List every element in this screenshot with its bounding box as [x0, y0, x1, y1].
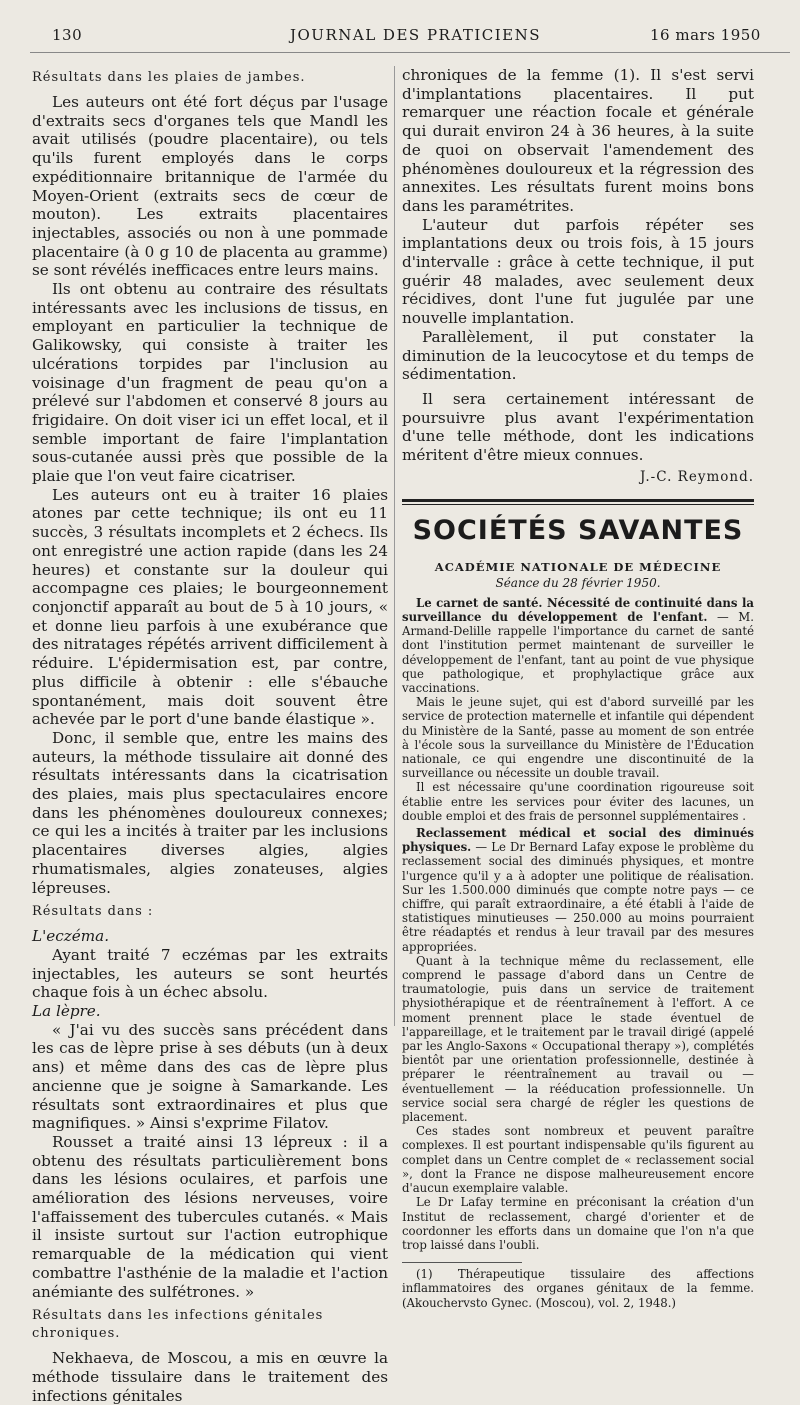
paragraph: Ils ont obtenu au contraire des résultats intéressants avec les inclusions de tissus, en employant en particulier la technique de Galikowsky, qui consiste à traiter les ulcérations torpides par l'inclusion au voisinage d'un fragment de peau qu'on a prélevé sur l'abdomen et conservé 8 jours au frigidaire. On doit viser ici un effet local, et il semble important de faire l'implantation sous-cutanée aussi près que possible de la plaie que l'on veut faire cicatriser. — [32, 280, 388, 486]
issue-date: 16 mars 1950 — [650, 26, 761, 44]
paragraph: Les auteurs ont eu à traiter 16 plaies atones par cette technique; ils ont eu 11 succès, 3 résultats incomplets et 2 échecs. Ils ont enregistré une action rapide (dans les 24 heures) et constante sur la douleur qui accompagne ces plaies; le bourgeonnement conjonctif apparaît au bout de 5 à 10 jours, « et donne lieu parfois à une exubérance que des nitratages répétés arrivent difficilement à réduire. L'épidermisation est, par contre, plus difficile à obtenir : elle s'ébauche spontanément, mais doit souvent être achevée par le port d'une bande élastique ». — [32, 485, 388, 729]
paragraph: Les auteurs ont été fort déçus par l'usage d'extraits secs d'organes tels que Mandl les avait utilisés (poudre placentaire), ou tels qu'ils furent employés dans le corps expéditionnaire britannique de l'armée du Moyen-Orient (extraits secs de cœur de mouton). Les extraits placentaires injectables, associés ou non à une pommade placentaire (à 0 g 10 de placenta au gramme) se sont révélés inefficaces entre leurs mains. — [32, 93, 388, 280]
article-carnet — [402, 596, 754, 695]
page-number: 130 — [52, 26, 83, 44]
section-heading-infections: Résultats dans les infections génitales chroniques. — [32, 1308, 324, 1342]
footnote: (1) Thérapeutique tissulaire des affections inflammatoires des organes génitaux de la femme. (Akouchervsto Gynec. (Moscou), vol. 2, 1948.) — [402, 1267, 754, 1310]
right-column — [402, 66, 754, 1310]
paragraph: Il sera certainement intéressant de poursuivre plus avant l'expérimentation d'une telle méthode, dont les indications méritent d'être mieux connues. — [402, 389, 754, 465]
section-rule-thick — [402, 499, 754, 502]
paragraph: Il est nécessaire qu'une coordination rigoureuse soit établie entre les services pour éviter des lacunes, un double emploi et des frais de personnel supplémentaires . — [402, 780, 754, 823]
column-divider — [394, 66, 395, 1026]
paragraph: Donc, il semble que, entre les mains des auteurs, la méthode tissulaire ait donné des résultats intéressants dans la cicatrisation des plaies, mais plus spectaculaires encore dans les phénomènes douloureux connexes; ce qui les a incités à traiter par les inclusions placentaires diverses algies, algies rhumatismales, algies zonateuses, algies lépreuses. — [32, 728, 388, 897]
paragraph: Quant à la technique même du reclassement, elle comprend le passage d'abord dans un Centre de traumatologie, puis dans un service de traitement physiothérapique et de réentraînement à l'effort. A ce moment prennent place le stade éventuel de l'appareillage, et le traitement par le travail dirigé (appelé par les Anglo-Saxons « Occupational therapy »), complétés bientôt par une orientation professionnelle, destinée à préparer le réentraînement au travail ou — éventuellement — la rééducation professionnelle. Un service social sera chargé de régler les questions de placement. — [402, 953, 754, 1125]
section-heading-plaies: Résultats dans les plaies de jambes. — [32, 70, 306, 85]
running-header — [0, 22, 800, 50]
paragraph: « J'ai vu des succès sans précédent dans les cas de lèpre prise à ses débuts (un à deux ans) et même dans des cas de lèpre plus ancienne que je soigne à Samarkande. Les résultats sont extraordinaires et plus que magnifiques. » Ainsi s'exprime Filatov. — [32, 1020, 388, 1133]
article-title: Reclassement médical et social des diminués physiques. — [402, 826, 754, 855]
article-reclassement — [402, 826, 754, 954]
section-banner: SOCIÉTÉS SAVANTES — [412, 514, 744, 546]
section-rule-thin — [402, 504, 754, 505]
academy-heading: ACADÉMIE NATIONALE DE MÉDECINE — [434, 559, 722, 574]
header-rule — [30, 52, 790, 53]
paragraph: Parallèlement, il put constater la diminution de la leucocytose et du temps de sédimentation. — [402, 327, 754, 384]
section-heading-resultats: Résultats dans : — [32, 904, 154, 920]
article-text: — M. Armand-Delille rappelle l'importance du carnet de santé dont l'institution permet maintenant de surveiller le développement de l'enfant, tant au point de vue physique que pathologique, et prophylactique grâce aux vaccinations. — [402, 609, 754, 695]
paragraph: Mais le jeune sujet, qui est d'abord surveillé par les service de protection maternelle et infantile qui dépendent du Ministère de la Santé, passe au moment de son entrée à l'école sous la surveillance du Ministère de l'Éducation nationale, ce qui engendre une discontinuité de la surveillance ou nécessite un double travail. — [402, 695, 754, 781]
article-text: — Le Dr Bernard Lafay expose le problème du reclassement social des diminués physiques, et montre l'urgence qu'il y a à adopter une politique de réalisation. Sur les 1.500.000 diminués que compte notre pays — ce chiffre, qui paraît extraordinaire, a été établi à l'aide de statistiques minutieuses — 250.000 au moins pourraient être réadaptés et rendus à leur travail par des mesures appropriées. — [402, 840, 754, 954]
article-title: Le carnet de santé. Nécessité de continuité dans la surveillance du développement de l'enfant. — [402, 595, 754, 624]
paragraph: Le Dr Lafay termine en préconisant la création d'un Institut de reclassement, chargé d'orienter et de coordonner les efforts dans un domaine que l'on n'a que trop laissé dans l'oubli. — [402, 1195, 754, 1252]
journal-title: JOURNAL DES PRATICIENS — [290, 26, 542, 44]
paragraph: Rousset a traité ainsi 13 lépreux : il a obtenu des résultats particulièrement bons dans les lésions oculaires, et parfois une amélioration des lésions nerveuses, voire l'affaissement des tubercules cutanés. « Mais il insiste surtout sur l'action eutrophique remarquable de la médication qui vient combattre l'asthénie de la maladie et l'action anémiante des sulfétrones. » — [32, 1132, 388, 1301]
paragraph: Ayant traité 7 eczémas par les extraits injectables, les auteurs se sont heurtés chaque fois à un échec absolu. — [32, 945, 388, 1002]
author-signature: J.-C. Reymond. — [640, 468, 754, 485]
paragraph: Nekhaeva, de Moscou, a mis en œuvre la méthode tissulaire dans le traitement des infections génitales — [32, 1349, 388, 1405]
footnote-rule — [402, 1262, 522, 1263]
left-column — [32, 66, 388, 1405]
session-date: Séance du 28 février 1950. — [495, 575, 661, 590]
subheading-eczema: L'eczéma. — [32, 927, 110, 946]
paragraph: chroniques de la femme (1). Il s'est servi d'implantations placentaires. Il put remarquer une réaction focale et générale qui durait environ 24 à 36 heures, à la suite de quoi on observait l'amendement des phénomènes douloureux et la régression des annexites. Les résultats furent moins bons dans les paramétrites. — [402, 66, 754, 215]
paragraph: Ces stades sont nombreux et peuvent paraître complexes. Il est pourtant indispensable qu'ils figurent au complet dans un Centre complet de « reclassement social », dont la France ne dispose malheureusement encore d'aucun exemplaire valable. — [402, 1124, 754, 1196]
subheading-lepre: La lèpre. — [32, 1002, 101, 1021]
paragraph: L'auteur dut parfois répéter ses implantations deux ou trois fois, à 15 jours d'intervalle : grâce à cette technique, il put guérir 48 malades, avec seulement deux récidives, dont l'une fut jugulée par une nouvelle implantation. — [402, 215, 754, 328]
